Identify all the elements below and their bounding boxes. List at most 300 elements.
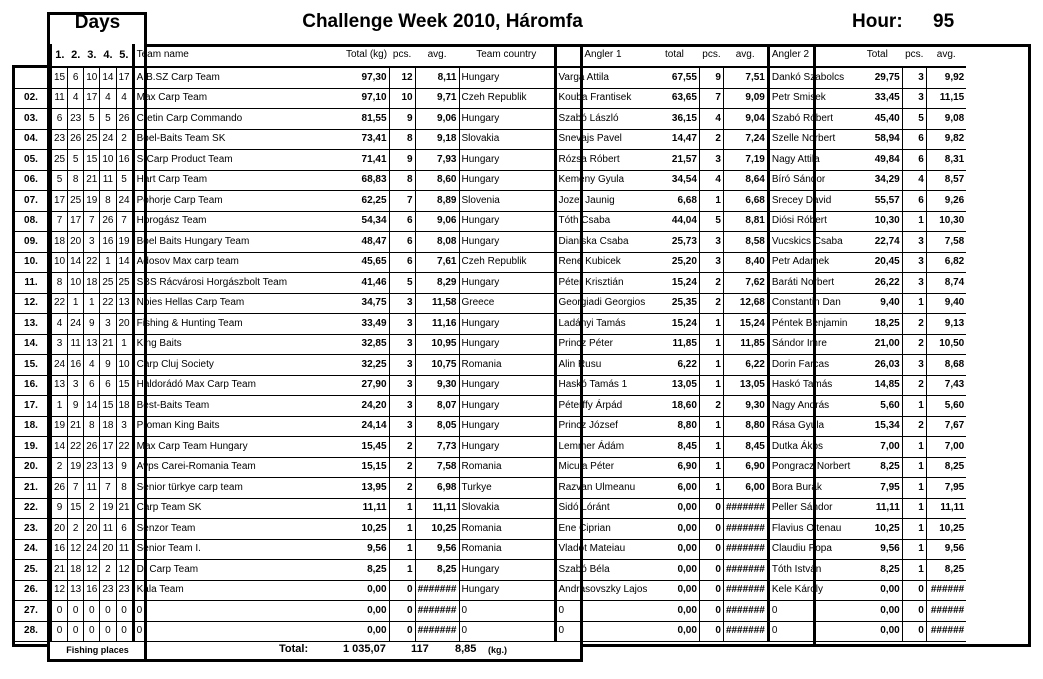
team-name-cell: Carp Cluj Society xyxy=(133,355,289,376)
day-5-cell: 24 xyxy=(116,191,133,212)
angler1-total-cell: 13,05 xyxy=(649,375,699,396)
table-row xyxy=(13,355,967,376)
day-3-cell: 7 xyxy=(84,211,100,232)
angler2-pcs-cell: 6 xyxy=(902,150,926,171)
team-name-header: Team name xyxy=(133,44,289,67)
angler2-avg-cell: 7,00 xyxy=(926,437,966,458)
table-row xyxy=(13,498,967,519)
angler2-total-cell: 26,22 xyxy=(852,273,902,294)
table-row xyxy=(13,170,967,191)
angler1-name-cell: Georgiadi Georgios xyxy=(555,293,649,314)
angler2-pcs-cell: 1 xyxy=(902,519,926,540)
angler1-avg-cell: 7,51 xyxy=(723,67,768,88)
day-5-cell: 15 xyxy=(116,375,133,396)
angler1-avg-cell: 9,30 xyxy=(723,396,768,417)
team-total-cell: 0,00 xyxy=(289,621,389,642)
day-5-cell: 11 xyxy=(116,539,133,560)
team-avg-cell: ####### xyxy=(415,601,459,622)
angler2-avg-header: avg. xyxy=(926,44,966,67)
team-pcs-cell: 1 xyxy=(389,560,415,581)
angler1-total-cell: 6,22 xyxy=(649,355,699,376)
day-5-cell: 7 xyxy=(116,211,133,232)
angler2-total-cell: 34,29 xyxy=(852,170,902,191)
angler2-pcs-cell: 0 xyxy=(902,580,926,601)
angler2-avg-cell: 8,74 xyxy=(926,273,966,294)
team-total-cell: 9,56 xyxy=(289,539,389,560)
team-country-cell: Hungary xyxy=(459,416,555,437)
team-pcs-cell: 10 xyxy=(389,88,415,109)
team-total-cell: 97,30 xyxy=(289,67,389,88)
angler2-total-cell: 11,11 xyxy=(852,498,902,519)
table-row xyxy=(13,416,967,437)
angler1-pcs-cell: 1 xyxy=(699,437,723,458)
day-5-cell: 14 xyxy=(116,252,133,273)
day-3-cell: 12 xyxy=(84,560,100,581)
team-avg-cell: 10,25 xyxy=(415,519,459,540)
team-name-cell: Haldorádó Max Carp Team xyxy=(133,375,289,396)
team-pcs-cell: 3 xyxy=(389,375,415,396)
day-4-cell: 6 xyxy=(100,375,116,396)
team-total-cell: 68,83 xyxy=(289,170,389,191)
day-1-cell: 21 xyxy=(51,560,68,581)
day-4-cell: 0 xyxy=(100,601,116,622)
angler1-name-cell: Andrasovszky Lajos xyxy=(555,580,649,601)
angler2-name-cell: Haskó Tamás xyxy=(768,375,852,396)
team-pcs-cell: 8 xyxy=(389,170,415,191)
angler1-avg-cell: 12,68 xyxy=(723,293,768,314)
table-row xyxy=(13,519,967,540)
table-row xyxy=(13,375,967,396)
day-3-cell: 16 xyxy=(84,580,100,601)
team-total-cell: 32,25 xyxy=(289,355,389,376)
day-5-cell: 13 xyxy=(116,293,133,314)
angler2-name-cell: Bora Burak xyxy=(768,478,852,499)
day-1-cell: 20 xyxy=(51,519,68,540)
team-country-cell: Hungary xyxy=(459,314,555,335)
angler2-pcs-cell: 3 xyxy=(902,252,926,273)
angler1-avg-cell: ####### xyxy=(723,498,768,519)
team-name-cell: Adosov Max carp team xyxy=(133,252,289,273)
team-avg-cell: 11,58 xyxy=(415,293,459,314)
team-pcs-cell: 2 xyxy=(389,437,415,458)
team-name-cell: Boel Baits Hungary Team xyxy=(133,232,289,253)
angler2-pcs-cell: 1 xyxy=(902,437,926,458)
day-3-cell: 26 xyxy=(84,437,100,458)
angler1-total-cell: 25,73 xyxy=(649,232,699,253)
team-country-cell: Hungary xyxy=(459,334,555,355)
angler2-pcs-cell: 1 xyxy=(902,478,926,499)
angler1-pcs-cell: 0 xyxy=(699,580,723,601)
day-1-cell: 4 xyxy=(51,314,68,335)
day-2-cell: 12 xyxy=(68,539,84,560)
angler1-avg-cell: 8,40 xyxy=(723,252,768,273)
team-name-cell: Cretin Carp Commando xyxy=(133,109,289,130)
angler2-total-cell: 20,45 xyxy=(852,252,902,273)
day-4-cell: 0 xyxy=(100,621,116,642)
angler1-avg-cell: 6,22 xyxy=(723,355,768,376)
day-4-cell: 11 xyxy=(100,170,116,191)
day-5-header: 5. xyxy=(116,44,133,67)
team-country-cell: Hungary xyxy=(459,170,555,191)
team-avg-cell: 8,89 xyxy=(415,191,459,212)
angler2-name-cell: Petr Adamek xyxy=(768,252,852,273)
day-4-cell: 24 xyxy=(100,129,116,150)
team-total-cell: 24,14 xyxy=(289,416,389,437)
day-2-cell: 16 xyxy=(68,355,84,376)
angler1-name-cell: Sidó Lóránt xyxy=(555,498,649,519)
table-row xyxy=(13,88,967,109)
table-row xyxy=(13,580,967,601)
angler1-name-cell: Dianiska Csaba xyxy=(555,232,649,253)
country-header: Team country xyxy=(459,44,555,67)
angler2-pcs-cell: 1 xyxy=(902,211,926,232)
rank-header xyxy=(13,44,51,67)
angler1-name-cell: Alin Rusu xyxy=(555,355,649,376)
total-kg: 1 035,07 xyxy=(343,643,386,655)
angler1-total-cell: 25,20 xyxy=(649,252,699,273)
team-total-cell: 34,75 xyxy=(289,293,389,314)
angler1-pcs-cell: 2 xyxy=(699,273,723,294)
angler2-total-cell: 9,56 xyxy=(852,539,902,560)
angler1-pcs-cell: 0 xyxy=(699,498,723,519)
day-3-cell: 22 xyxy=(84,252,100,273)
day-3-cell: 8 xyxy=(84,416,100,437)
team-country-cell: Slovenia xyxy=(459,191,555,212)
day-4-cell: 16 xyxy=(100,232,116,253)
day-3-cell: 9 xyxy=(84,314,100,335)
angler2-name-cell: Tóth István xyxy=(768,560,852,581)
angler1-avg-cell: 8,80 xyxy=(723,416,768,437)
rank-cell: 13. xyxy=(13,314,51,335)
angler2-total-cell: 22,74 xyxy=(852,232,902,253)
angler1-name-cell: Kouba Frantisek xyxy=(555,88,649,109)
day-3-header: 3. xyxy=(84,44,100,67)
team-name-cell: King Baits xyxy=(133,334,289,355)
team-total-cell: 81,55 xyxy=(289,109,389,130)
team-total-cell: 0,00 xyxy=(289,580,389,601)
angler1-name-cell: Princz József xyxy=(555,416,649,437)
angler2-avg-cell: 6,82 xyxy=(926,252,966,273)
day-4-cell: 18 xyxy=(100,416,116,437)
team-name-cell: Kala Team xyxy=(133,580,289,601)
team-avg-cell: 9,71 xyxy=(415,88,459,109)
angler1-name-cell: Ladányi Tamás xyxy=(555,314,649,335)
rank-cell: 27. xyxy=(13,601,51,622)
day-3-cell: 15 xyxy=(84,150,100,171)
table-row xyxy=(13,211,967,232)
day-5-cell: 20 xyxy=(116,314,133,335)
team-pcs-cell: 2 xyxy=(389,478,415,499)
team-name-cell: Carp Team SK xyxy=(133,498,289,519)
table-row xyxy=(13,109,967,130)
day-3-cell: 6 xyxy=(84,375,100,396)
day-1-cell: 2 xyxy=(51,457,68,478)
team-pcs-cell: 9 xyxy=(389,150,415,171)
angler2-avg-cell: 10,25 xyxy=(926,519,966,540)
angler1-name-cell: Haskó Tamás 1 xyxy=(555,375,649,396)
angler1-name-cell: Micula Péter xyxy=(555,457,649,478)
angler1-pcs-cell: 1 xyxy=(699,191,723,212)
team-name-cell: Dt Carp Team xyxy=(133,560,289,581)
angler1-avg-cell: ####### xyxy=(723,519,768,540)
day-3-cell: 20 xyxy=(84,519,100,540)
rank-cell: 16. xyxy=(13,375,51,396)
angler1-total-cell: 21,57 xyxy=(649,150,699,171)
day-3-cell: 2 xyxy=(84,498,100,519)
results-table-body xyxy=(13,44,967,642)
angler2-name-cell: Peller Sándor xyxy=(768,498,852,519)
team-name-cell: Senior türkye carp team xyxy=(133,478,289,499)
angler1-pcs-cell: 5 xyxy=(699,211,723,232)
table-row xyxy=(13,232,967,253)
angler1-total-cell: 0,00 xyxy=(649,560,699,581)
day-2-cell: 20 xyxy=(68,232,84,253)
team-pcs-cell: 6 xyxy=(389,232,415,253)
team-country-cell: Hungary xyxy=(459,109,555,130)
angler2-name-cell: Péntek Benjamin xyxy=(768,314,852,335)
team-avg-cell: 8,07 xyxy=(415,396,459,417)
angler2-avg-cell: 9,82 xyxy=(926,129,966,150)
day-1-cell: 1 xyxy=(51,396,68,417)
rank-cell: 03. xyxy=(13,109,51,130)
day-3-cell: 18 xyxy=(84,273,100,294)
team-country-cell: Hungary xyxy=(459,375,555,396)
team-name-cell: Senior Team I. xyxy=(133,539,289,560)
angler1-name-cell: Jozef Jaunig xyxy=(555,191,649,212)
day-3-cell: 0 xyxy=(84,601,100,622)
table-row xyxy=(13,129,967,150)
day-3-cell: 25 xyxy=(84,129,100,150)
angler2-total-cell: 45,40 xyxy=(852,109,902,130)
angler2-pcs-cell: 3 xyxy=(902,355,926,376)
team-pcs-cell: 1 xyxy=(389,519,415,540)
team-pcs-cell: 1 xyxy=(389,498,415,519)
angler2-avg-cell: 7,58 xyxy=(926,232,966,253)
day-1-cell: 0 xyxy=(51,601,68,622)
team-country-cell: Slovakia xyxy=(459,129,555,150)
angler2-total-cell: 7,95 xyxy=(852,478,902,499)
team-pcs-cell: 5 xyxy=(389,273,415,294)
angler2-pcs-cell: 6 xyxy=(902,191,926,212)
team-pcs-cell: 3 xyxy=(389,293,415,314)
team-avg-cell: 6,98 xyxy=(415,478,459,499)
day-2-cell: 5 xyxy=(68,150,84,171)
angler2-pcs-cell: 2 xyxy=(902,314,926,335)
angler2-pcs-header: pcs. xyxy=(902,44,926,67)
angler2-total-cell: 0,00 xyxy=(852,621,902,642)
team-total-cell: 13,95 xyxy=(289,478,389,499)
day-1-cell: 13 xyxy=(51,375,68,396)
day-4-cell: 26 xyxy=(100,211,116,232)
angler1-avg-cell: 15,24 xyxy=(723,314,768,335)
angler2-name-cell: Kele Károly xyxy=(768,580,852,601)
day-4-cell: 2 xyxy=(100,560,116,581)
day-5-cell: 9 xyxy=(116,457,133,478)
page-title: Challenge Week 2010, Háromfa xyxy=(302,11,583,32)
team-country-cell: Hungary xyxy=(459,211,555,232)
angler2-pcs-cell: 5 xyxy=(902,109,926,130)
total-avg: 8,85 xyxy=(455,643,477,655)
day-3-cell: 3 xyxy=(84,232,100,253)
day-2-header: 2. xyxy=(68,44,84,67)
day-3-cell: 17 xyxy=(84,88,100,109)
angler2-name-cell: Dutka Ákos xyxy=(768,437,852,458)
table-row xyxy=(13,457,967,478)
day-1-header: 1. xyxy=(51,44,68,67)
day-2-cell: 6 xyxy=(68,67,84,88)
angler1-total-cell: 25,35 xyxy=(649,293,699,314)
day-2-cell: 19 xyxy=(68,457,84,478)
day-4-cell: 17 xyxy=(100,437,116,458)
angler1-total-cell: 6,00 xyxy=(649,478,699,499)
day-2-cell: 23 xyxy=(68,109,84,130)
team-name-cell: Max Carp Team xyxy=(133,88,289,109)
rank-cell: 12. xyxy=(13,293,51,314)
angler1-pcs-cell: 3 xyxy=(699,150,723,171)
angler2-avg-cell: 8,68 xyxy=(926,355,966,376)
avg-header: avg. xyxy=(415,44,459,67)
angler1-pcs-cell: 9 xyxy=(699,67,723,88)
angler1-total-cell: 67,55 xyxy=(649,67,699,88)
angler2-avg-cell: ###### xyxy=(926,601,966,622)
angler1-pcs-cell: 2 xyxy=(699,396,723,417)
table-row xyxy=(13,293,967,314)
days-title: Days xyxy=(74,12,121,33)
angler2-name-cell: Dorin Farcas xyxy=(768,355,852,376)
angler2-pcs-cell: 2 xyxy=(902,416,926,437)
team-avg-cell: 8,08 xyxy=(415,232,459,253)
day-3-cell: 24 xyxy=(84,539,100,560)
day-4-cell: 11 xyxy=(100,519,116,540)
table-row xyxy=(13,150,967,171)
rank-cell: 10. xyxy=(13,252,51,273)
day-3-cell: 5 xyxy=(84,109,100,130)
day-4-cell: 21 xyxy=(100,334,116,355)
day-2-cell: 10 xyxy=(68,273,84,294)
rank-cell: 19. xyxy=(13,437,51,458)
team-total-cell: 24,20 xyxy=(289,396,389,417)
team-total-cell: 97,10 xyxy=(289,88,389,109)
table-row xyxy=(13,560,967,581)
angler2-avg-cell: 11,11 xyxy=(926,498,966,519)
angler1-name-cell: Tóth Csaba xyxy=(555,211,649,232)
team-total-cell: 8,25 xyxy=(289,560,389,581)
day-5-cell: 12 xyxy=(116,560,133,581)
angler2-name-cell: Baráti Norbert xyxy=(768,273,852,294)
day-4-cell: 7 xyxy=(100,478,116,499)
team-total-cell: 62,25 xyxy=(289,191,389,212)
rank-cell: 14. xyxy=(13,334,51,355)
team-avg-cell: 8,29 xyxy=(415,273,459,294)
angler2-name-cell: Diósi Róbert xyxy=(768,211,852,232)
day-4-cell: 10 xyxy=(100,150,116,171)
angler2-pcs-cell: 3 xyxy=(902,88,926,109)
angler2-name-cell: 0 xyxy=(768,601,852,622)
day-4-cell: 1 xyxy=(100,252,116,273)
team-total-cell: 54,34 xyxy=(289,211,389,232)
angler2-name-cell: Sándor Imre xyxy=(768,334,852,355)
team-country-cell: Romania xyxy=(459,539,555,560)
angler2-total-cell: 21,00 xyxy=(852,334,902,355)
day-5-cell: 23 xyxy=(116,580,133,601)
day-2-cell: 3 xyxy=(68,375,84,396)
day-2-cell: 26 xyxy=(68,129,84,150)
angler2-avg-cell: 8,25 xyxy=(926,560,966,581)
team-country-cell: Czeh Republik xyxy=(459,252,555,273)
angler2-avg-cell: ###### xyxy=(926,580,966,601)
rank-cell: 20. xyxy=(13,457,51,478)
team-pcs-cell: 3 xyxy=(389,396,415,417)
day-1-cell: 14 xyxy=(51,437,68,458)
fishing-places-label: Fishing places xyxy=(66,645,129,655)
angler2-avg-cell: 9,56 xyxy=(926,539,966,560)
angler1-avg-cell: 9,09 xyxy=(723,88,768,109)
angler2-total-cell: 58,94 xyxy=(852,129,902,150)
table-row xyxy=(13,539,967,560)
day-5-cell: 16 xyxy=(116,150,133,171)
day-3-cell: 19 xyxy=(84,191,100,212)
angler1-total-cell: 44,04 xyxy=(649,211,699,232)
team-country-cell: Hungary xyxy=(459,232,555,253)
day-1-cell: 16 xyxy=(51,539,68,560)
angler2-avg-cell: 8,25 xyxy=(926,457,966,478)
day-2-cell: 15 xyxy=(68,498,84,519)
angler2-name-cell: Claudiu Popa xyxy=(768,539,852,560)
total-header: Total (kg) xyxy=(289,44,389,67)
day-1-cell: 24 xyxy=(51,355,68,376)
day-3-cell: 13 xyxy=(84,334,100,355)
angler1-name-cell: Péterffy Árpád xyxy=(555,396,649,417)
team-pcs-cell: 0 xyxy=(389,580,415,601)
team-avg-cell: 7,58 xyxy=(415,457,459,478)
angler1-total-cell: 63,65 xyxy=(649,88,699,109)
table-row xyxy=(13,478,967,499)
angler2-pcs-cell: 1 xyxy=(902,560,926,581)
angler1-total-cell: 14,47 xyxy=(649,129,699,150)
angler1-pcs-cell: 7 xyxy=(699,88,723,109)
day-2-cell: 2 xyxy=(68,519,84,540)
team-country-cell: Hungary xyxy=(459,580,555,601)
team-name-cell: Fishing & Hunting Team xyxy=(133,314,289,335)
angler2-pcs-cell: 1 xyxy=(902,457,926,478)
team-total-cell: 48,47 xyxy=(289,232,389,253)
angler2-total-cell: 10,30 xyxy=(852,211,902,232)
day-2-cell: 7 xyxy=(68,478,84,499)
angler1-avg-header: avg. xyxy=(723,44,768,67)
day-5-cell: 26 xyxy=(116,109,133,130)
angler2-name-cell: Srecey David xyxy=(768,191,852,212)
angler1-total-cell: 15,24 xyxy=(649,314,699,335)
angler1-total-cell: 11,85 xyxy=(649,334,699,355)
day-3-cell: 21 xyxy=(84,170,100,191)
team-name-cell: 0 xyxy=(133,601,289,622)
angler1-avg-cell: 8,58 xyxy=(723,232,768,253)
team-name-cell: Avps Carei-Romania Team xyxy=(133,457,289,478)
angler1-name-cell: Varga Attila xyxy=(555,67,649,88)
angler1-avg-cell: 8,81 xyxy=(723,211,768,232)
team-name-cell: Pohorje Carp Team xyxy=(133,191,289,212)
table-row xyxy=(13,396,967,417)
rank-cell: 05. xyxy=(13,150,51,171)
day-3-cell: 23 xyxy=(84,457,100,478)
total-label: Total: xyxy=(279,643,309,655)
angler2-avg-cell: 10,30 xyxy=(926,211,966,232)
day-4-header: 4. xyxy=(100,44,116,67)
angler1-header: Angler 1 xyxy=(555,44,649,67)
day-1-cell: 7 xyxy=(51,211,68,232)
team-avg-cell: 7,61 xyxy=(415,252,459,273)
angler1-avg-cell: 6,00 xyxy=(723,478,768,499)
